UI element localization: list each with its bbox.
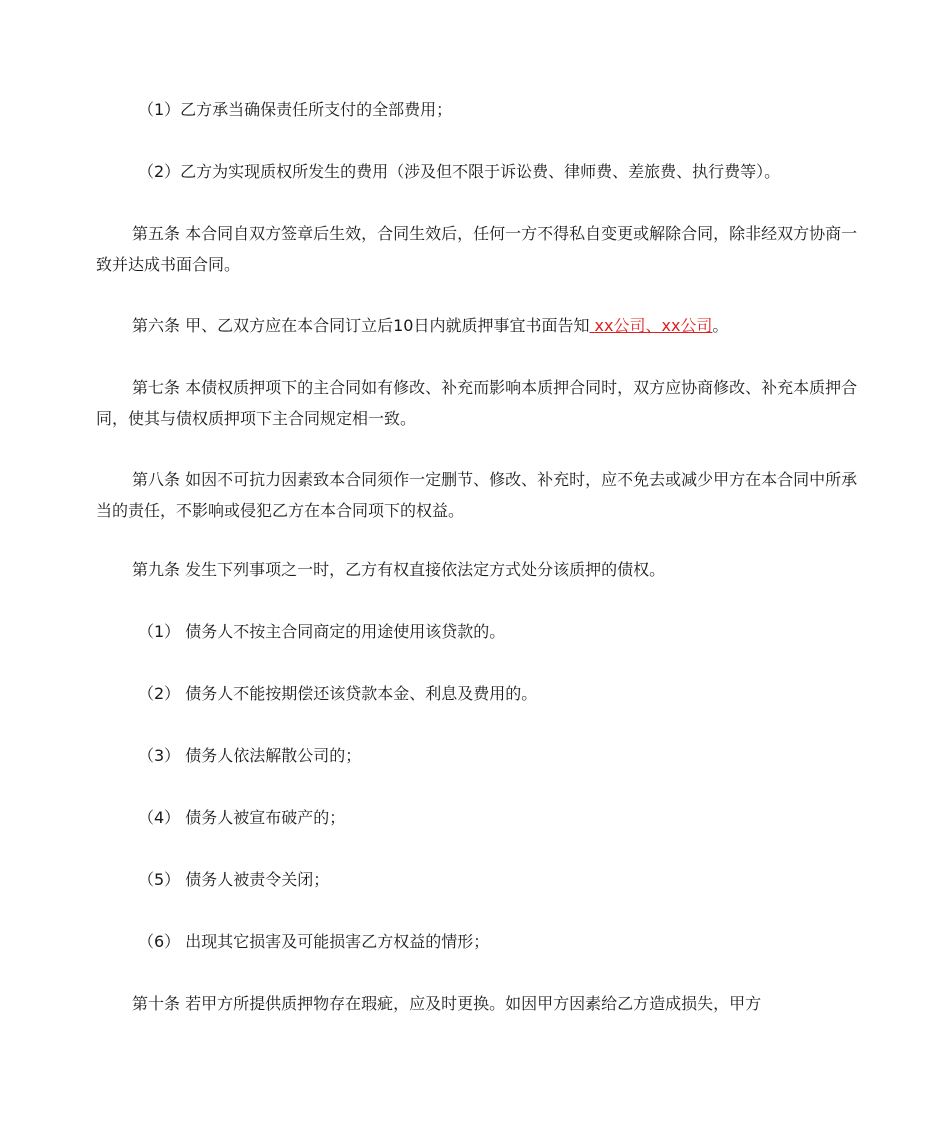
article-8: 第八条 如因不可抗力因素致本合同须作一定删节、修改、补充时，应不免去或减少甲方在本合同中所承当的责任，不影响或侵犯乙方在本合同项下的权益。 bbox=[96, 470, 858, 520]
company-link[interactable]: xx公司、xx公司 bbox=[589, 316, 713, 335]
article-9-item-5: （5） 债务人被责令关闭； bbox=[138, 870, 330, 889]
article-6 bbox=[96, 310, 866, 341]
article-9-item-2: （2） 债务人不能按期偿还该贷款本金、利息及费用的。 bbox=[138, 684, 538, 703]
article-9-item-1: （1） 债务人不按主合同商定的用途使用该贷款的。 bbox=[138, 622, 506, 641]
article-9: 第九条 发生下列事项之一时，乙方有权直接依法定方式处分该质押的债权。 bbox=[132, 560, 666, 579]
article-9-item-4: （4） 债务人被宣布破产的； bbox=[138, 808, 346, 827]
article-7: 第七条 本债权质押项下的主合同如有修改、补充而影响本质押合同时，双方应协商修改、补充本质押合同，使其与债权质押项下主合同规定相一致。 bbox=[96, 378, 858, 428]
expense-item-2: （2）乙方为实现质权所发生的费用（涉及但不限于诉讼费、律师费、差旅费、执行费等）。 bbox=[138, 162, 781, 181]
article-9-item-3: （3） 债务人依法解散公司的； bbox=[138, 746, 362, 765]
article-9-item-6: （6） 出现其它损害及可能损害乙方权益的情形； bbox=[138, 932, 490, 951]
article-5: 第五条 本合同自双方签章后生效，合同生效后，任何一方不得私自变更或解除合同，除非经双方协商一致并达成书面合同。 bbox=[96, 224, 858, 274]
article-6-end: 。 bbox=[712, 316, 729, 335]
article-6-text: 第六条 甲、乙双方应在本合同订立后10日内就质押事宜书面告知 bbox=[132, 316, 590, 335]
expense-item-1: （1）乙方承当确保责任所支付的全部费用； bbox=[138, 100, 453, 119]
article-10: 第十条 若甲方所提供质押物存在瑕疵，应及时更换。如因甲方因素给乙方造成损失，甲方 bbox=[132, 994, 762, 1013]
